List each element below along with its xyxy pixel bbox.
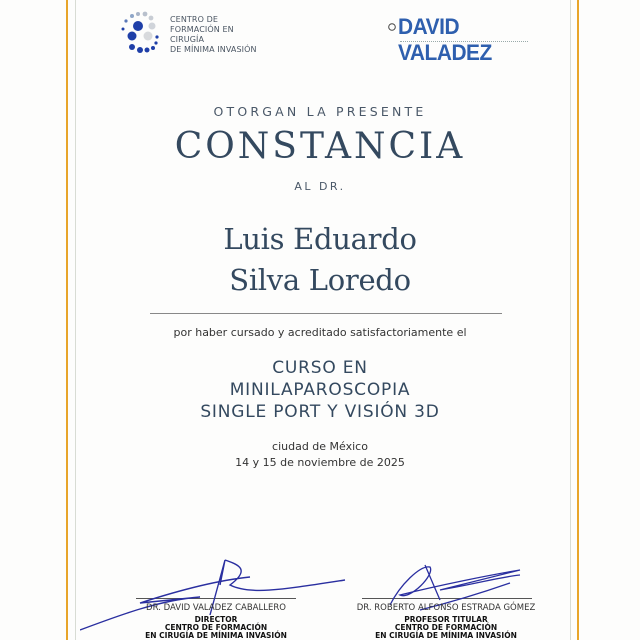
logo-left-text <box>170 15 268 55</box>
recipient-name-line1: Luis Eduardo <box>223 222 417 256</box>
city-text: ciudad de México <box>272 440 368 453</box>
border-inner-left <box>75 0 76 640</box>
logo-tagline <box>400 41 528 43</box>
intro-text: OTORGAN LA PRESENTE <box>213 104 427 119</box>
date-text: 14 y 15 de noviembre de 2025 <box>235 456 405 469</box>
recipient-name-line2: Silva Loredo <box>229 263 411 297</box>
reason-text: por haber cursado y acreditado satisfactoriamente el <box>173 326 467 339</box>
role-line: CENTRO DE FORMACIÓN <box>394 623 498 632</box>
border-gold-right <box>577 0 579 640</box>
role-line: EN CIRUGÍA DE MÍNIMA INVASIÓN <box>145 631 287 640</box>
certificate-title: CONSTANCIA <box>174 126 466 167</box>
course-line3: SINGLE PORT Y VISIÓN 3D <box>200 402 440 422</box>
role-line: PROFESOR TITULAR <box>404 615 488 624</box>
logo-dots-icon <box>118 10 168 54</box>
role-line: EN CIRUGÍA DE MÍNIMA INVASIÓN <box>375 631 517 640</box>
signer-right-role <box>346 616 546 640</box>
logo-david-valadez <box>388 14 533 65</box>
logo-line: CENTRO DE <box>170 15 219 24</box>
signer-left-name: DR. DAVID VALADEZ CABALLERO <box>146 603 286 613</box>
recipient-prefix: AL DR. <box>294 180 346 193</box>
logo-right-text: DAVID VALADEZ <box>398 14 492 65</box>
border-inner-right <box>570 0 571 640</box>
logo-centro-formacion <box>118 10 268 54</box>
course-line1: CURSO EN <box>272 358 368 378</box>
signer-left-role <box>116 616 316 640</box>
registered-icon <box>388 23 396 31</box>
role-line: CENTRO DE FORMACIÓN <box>164 623 268 632</box>
course-line2: MINILAPAROSCOPIA <box>229 380 411 400</box>
signer-right-name: DR. ROBERTO ALFONSO ESTRADA GÓMEZ <box>356 603 536 613</box>
logo-line: FORMACIÓN EN CIRUGÍA <box>170 25 234 44</box>
role-line: DIRECTOR <box>194 615 238 624</box>
border-gold-left <box>66 0 68 640</box>
name-underline <box>150 313 502 314</box>
logo-line: DE MÍNIMA INVASIÓN <box>170 45 257 54</box>
